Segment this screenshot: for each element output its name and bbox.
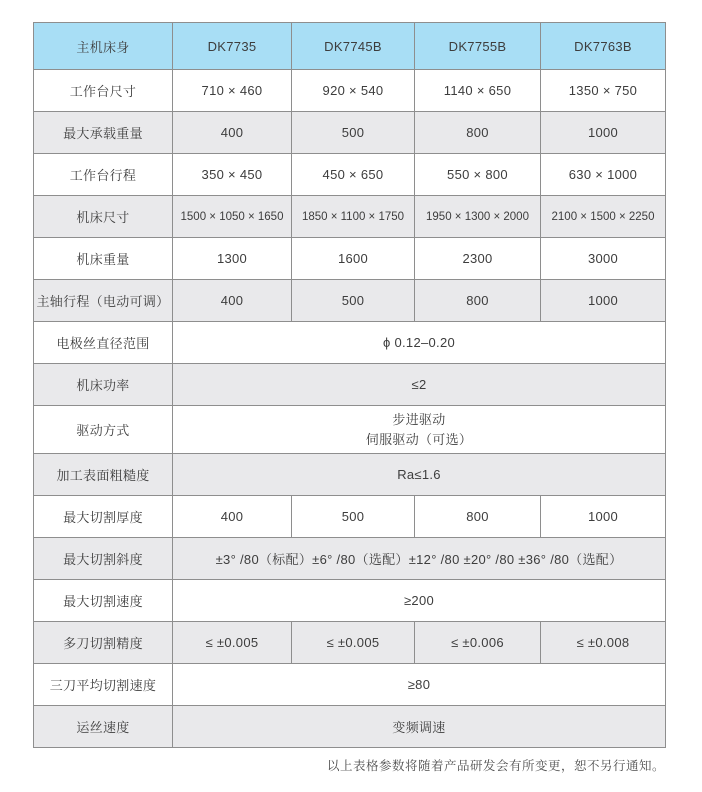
value-cell: 2300 <box>415 238 541 280</box>
spec-row <box>34 538 666 580</box>
span-value-cell <box>173 406 666 454</box>
value-cell: 450 × 650 <box>292 154 415 196</box>
value-cell: 3000 <box>541 238 666 280</box>
spec-row <box>34 112 666 154</box>
value-cell: ≤ ±0.006 <box>415 622 541 664</box>
spec-row <box>34 622 666 664</box>
value-cell: 400 <box>173 280 292 322</box>
value-cell: 1950 × 1300 × 2000 <box>415 196 541 238</box>
value-cell: 1000 <box>541 280 666 322</box>
value-cell: ≤ ±0.005 <box>292 622 415 664</box>
value-cell: ≤ ±0.008 <box>541 622 666 664</box>
span-value-cell: ±3° /80（标配）±6° /80（选配）±12° /80 ±20° /80 ±36° /80（选配） <box>173 538 666 580</box>
value-cell: 1000 <box>541 112 666 154</box>
row-label: 多刀切割精度 <box>34 622 173 664</box>
table-body <box>34 70 666 748</box>
row-label: 加工表面粗糙度 <box>34 454 173 496</box>
table-header-row <box>34 23 666 70</box>
machine-spec-table <box>33 22 666 748</box>
row-label: 主轴行程（电动可调） <box>34 280 173 322</box>
value-cell: 1000 <box>541 496 666 538</box>
spec-row <box>34 454 666 496</box>
row-label: 机床功率 <box>34 364 173 406</box>
value-cell: 630 × 1000 <box>541 154 666 196</box>
row-label: 运丝速度 <box>34 706 173 748</box>
spec-row <box>34 496 666 538</box>
spec-row <box>34 322 666 364</box>
value-cell: 500 <box>292 496 415 538</box>
model-header-dk7745b: DK7745B <box>292 23 415 70</box>
row-label: 最大切割厚度 <box>34 496 173 538</box>
spec-row <box>34 196 666 238</box>
spec-row <box>34 664 666 706</box>
spec-row <box>34 280 666 322</box>
model-header-dk7755b: DK7755B <box>415 23 541 70</box>
model-header-dk7763b: DK7763B <box>541 23 666 70</box>
value-cell: 1350 × 750 <box>541 70 666 112</box>
value-cell: 1600 <box>292 238 415 280</box>
row-label: 工作台尺寸 <box>34 70 173 112</box>
value-cell: 800 <box>415 496 541 538</box>
row-label: 驱动方式 <box>34 406 173 454</box>
spec-row <box>34 154 666 196</box>
spec-row <box>34 70 666 112</box>
span-value-cell: Ra≤1.6 <box>173 454 666 496</box>
span-value-cell: ≥80 <box>173 664 666 706</box>
value-cell: 1300 <box>173 238 292 280</box>
spec-row <box>34 364 666 406</box>
spec-row <box>34 580 666 622</box>
span-value-cell: 变频调速 <box>173 706 666 748</box>
value-cell: 1140 × 650 <box>415 70 541 112</box>
span-value-cell: ≤2 <box>173 364 666 406</box>
row-label: 三刀平均切割速度 <box>34 664 173 706</box>
value-cell: 710 × 460 <box>173 70 292 112</box>
span-value-cell: ≥200 <box>173 580 666 622</box>
row-label: 工作台行程 <box>34 154 173 196</box>
value-cell: 350 × 450 <box>173 154 292 196</box>
spec-row <box>34 406 666 454</box>
value-cell: 500 <box>292 280 415 322</box>
value-cell: 1850 × 1100 × 1750 <box>292 196 415 238</box>
row-label: 机床重量 <box>34 238 173 280</box>
value-cell: 920 × 540 <box>292 70 415 112</box>
value-cell: 400 <box>173 112 292 154</box>
header-corner-label: 主机床身 <box>34 23 173 70</box>
value-cell: 550 × 800 <box>415 154 541 196</box>
value-cell: 1500 × 1050 × 1650 <box>173 196 292 238</box>
row-label: 最大切割速度 <box>34 580 173 622</box>
row-label: 最大承载重量 <box>34 112 173 154</box>
span-value-cell: ϕ 0.12–0.20 <box>173 322 666 364</box>
value-cell: 500 <box>292 112 415 154</box>
value-cell: 800 <box>415 112 541 154</box>
row-label: 机床尺寸 <box>34 196 173 238</box>
row-label: 电极丝直径范围 <box>34 322 173 364</box>
value-cell: 2100 × 1500 × 2250 <box>541 196 666 238</box>
footnote-text: 以上表格参数将随着产品研发会有所变更，恕不另行通知。 <box>326 759 665 773</box>
value-cell: 400 <box>173 496 292 538</box>
span-value-line: 伺服驱动（可选） <box>365 431 473 447</box>
value-cell: 800 <box>415 280 541 322</box>
spec-row <box>34 706 666 748</box>
model-header-dk7735: DK7735 <box>173 23 292 70</box>
value-cell: ≤ ±0.005 <box>173 622 292 664</box>
span-value-line: 步进驱动 <box>392 412 446 427</box>
row-label: 最大切割斜度 <box>34 538 173 580</box>
spec-row <box>34 238 666 280</box>
